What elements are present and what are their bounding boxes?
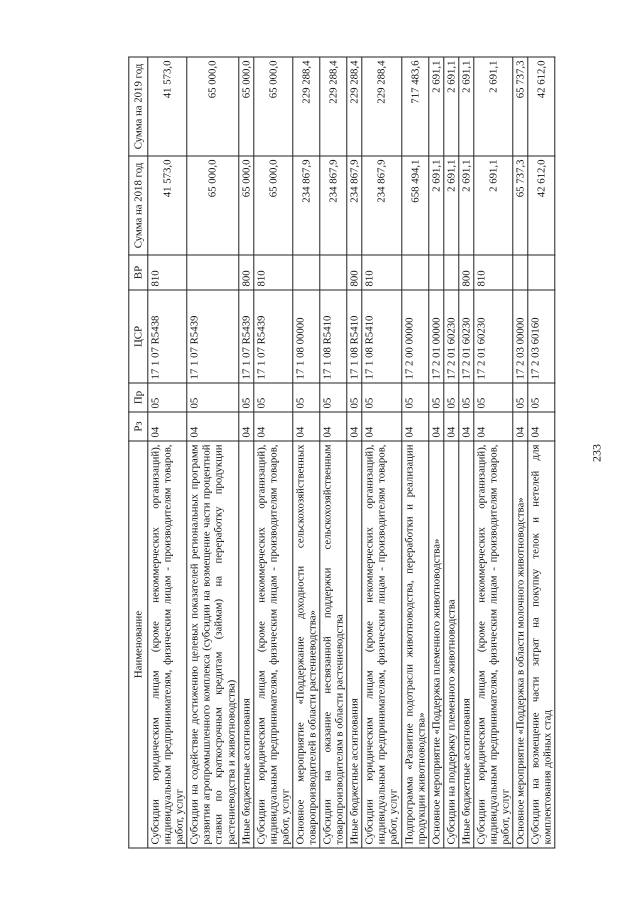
cell-pr: 05: [320, 383, 347, 412]
table-row: [528, 57, 555, 848]
table-row: [429, 57, 444, 848]
table-row: [253, 57, 292, 848]
cell-sum-2019: 42 612,0: [528, 57, 555, 156]
cell-pr: 05: [347, 383, 362, 412]
cell-sum-2019: 2 691,1: [444, 57, 459, 156]
cell-rz: 04: [347, 412, 362, 441]
cell-sum-2019: 2 691,1: [474, 57, 513, 156]
cell-name: Субсидии юридическим лицам (кроме некоммерческих организаций), индивидуальным предпринимателям, физическим лицам - производителям товаров, работ, услуг: [362, 441, 401, 848]
cell-vr: 800: [347, 255, 362, 290]
page-number: 233: [589, 444, 604, 462]
cell-pr: 05: [148, 383, 187, 412]
cell-sum-2018: 234 867,9: [347, 156, 362, 255]
cell-sum-2018: 658 494,1: [401, 156, 428, 255]
cell-name: Субсидии юридическим лицам (кроме некоммерческих организаций), индивидуальным предпринимателям, физическим лицам - производителям товаров, работ, услуг: [474, 441, 513, 848]
cell-vr: [429, 255, 444, 290]
cell-pr: 05: [459, 383, 474, 412]
cell-vr: [320, 255, 347, 290]
header-vr: ВР: [129, 255, 148, 290]
cell-name: Субсидии на поддержку племенного животноводства: [444, 441, 459, 848]
cell-rz: 04: [459, 412, 474, 441]
table-row: [401, 57, 428, 848]
cell-sum-2019: 229 288,4: [362, 57, 401, 156]
cell-pr: 05: [513, 383, 528, 412]
cell-sum-2018: 234 867,9: [293, 156, 320, 255]
cell-pr: 05: [474, 383, 513, 412]
cell-csr: 17 2 03 60160: [528, 290, 555, 383]
cell-sum-2018: 2 691,1: [459, 156, 474, 255]
cell-rz: 04: [513, 412, 528, 441]
cell-pr: 05: [238, 383, 253, 412]
cell-pr: 05: [444, 383, 459, 412]
cell-sum-2018: 65 000,0: [187, 156, 238, 255]
cell-rz: 04: [293, 412, 320, 441]
cell-rz: 04: [253, 412, 292, 441]
cell-csr: 17 2 01 60230: [474, 290, 513, 383]
cell-pr: 05: [253, 383, 292, 412]
cell-csr: 17 2 01 60230: [444, 290, 459, 383]
table-header-row: [129, 57, 148, 848]
cell-name: Подпрограмма «Развитие подотрасли животноводства, переработки и реализации продукции животноводства»: [401, 441, 428, 848]
cell-sum-2019: 2 691,1: [429, 57, 444, 156]
table-row: [459, 57, 474, 848]
cell-name: Основное мероприятие «Поддержка племенного животноводства»: [429, 441, 444, 848]
header-sum-2019: Сумма на 2019 год: [129, 57, 148, 156]
cell-vr: [444, 255, 459, 290]
cell-csr: 17 1 08 00000: [293, 290, 320, 383]
header-csr: ЦСР: [129, 290, 148, 383]
cell-rz: 04: [401, 412, 428, 441]
cell-pr: 05: [187, 383, 238, 412]
cell-csr: 17 1 08 R5410: [320, 290, 347, 383]
cell-name: Субсидии на содействие достижению целевых показателей региональных программ развития агропромышленного комплекса (субсидии на возмещение части процентной ставки по краткосрочным кредитам (займам) на переработку продукции растениеводства и животноводства): [187, 441, 238, 848]
cell-rz: 04: [429, 412, 444, 441]
cell-vr: [293, 255, 320, 290]
cell-rz: 04: [187, 412, 238, 441]
cell-pr: 05: [401, 383, 428, 412]
table-row: [474, 57, 513, 848]
cell-name: Субсидии юридическим лицам (кроме некоммерческих организаций), индивидуальным предпринимателям, физическим лицам - производителям товаров, работ, услуг: [253, 441, 292, 848]
header-pr: Пр: [129, 383, 148, 412]
header-rz: Рз: [129, 412, 148, 441]
table-row: [320, 57, 347, 848]
cell-csr: 17 2 03 00000: [513, 290, 528, 383]
cell-csr: 17 1 08 R5410: [362, 290, 401, 383]
cell-sum-2018: 65 000,0: [238, 156, 253, 255]
cell-sum-2018: 234 867,9: [362, 156, 401, 255]
table-row: [187, 57, 238, 848]
budget-table-container: [128, 58, 555, 849]
cell-sum-2018: 42 612,0: [528, 156, 555, 255]
cell-vr: [513, 255, 528, 290]
cell-csr: 17 1 07 R5438: [148, 290, 187, 383]
cell-vr: 810: [474, 255, 513, 290]
table-row: [293, 57, 320, 848]
cell-pr: 05: [528, 383, 555, 412]
cell-sum-2019: 229 288,4: [320, 57, 347, 156]
cell-vr: [187, 255, 238, 290]
cell-name: Иные бюджетные ассигнования: [459, 441, 474, 848]
cell-sum-2019: 2 691,1: [459, 57, 474, 156]
cell-rz: 04: [362, 412, 401, 441]
cell-csr: 17 2 00 00000: [401, 290, 428, 383]
table-row: [238, 57, 253, 848]
cell-pr: 05: [429, 383, 444, 412]
cell-csr: 17 1 07 R5439: [253, 290, 292, 383]
cell-pr: 05: [293, 383, 320, 412]
cell-csr: 17 2 01 60230: [459, 290, 474, 383]
cell-sum-2018: 2 691,1: [474, 156, 513, 255]
cell-sum-2019: 717 483,6: [401, 57, 428, 156]
cell-name: Иные бюджетные ассигнования: [238, 441, 253, 848]
cell-rz: 04: [320, 412, 347, 441]
cell-sum-2019: 65 000,0: [187, 57, 238, 156]
cell-vr: 810: [148, 255, 187, 290]
cell-name: Субсидии юридическим лицам (кроме некоммерческих организаций), индивидуальным предпринимателям, физическим лицам - производителям товаров, работ, услуг: [148, 441, 187, 848]
cell-sum-2019: 65 000,0: [238, 57, 253, 156]
cell-vr: [528, 255, 555, 290]
cell-csr: 17 1 07 R5439: [187, 290, 238, 383]
cell-sum-2018: 65 737,3: [513, 156, 528, 255]
table-row: [347, 57, 362, 848]
table-row: [148, 57, 187, 848]
header-name: Наименование: [129, 441, 148, 848]
cell-sum-2019: 41 573,0: [148, 57, 187, 156]
cell-name: Субсидии на возмещение части затрат на покупку телок и нетелей для комплектования дойных стад: [528, 441, 555, 848]
cell-sum-2019: 65 000,0: [253, 57, 292, 156]
cell-name: Основное мероприятие «Поддержание доходности сельскохозяйственных товаропроизводителей в области растениеводства»: [293, 441, 320, 848]
cell-sum-2018: 41 573,0: [148, 156, 187, 255]
table-row: [362, 57, 401, 848]
table-row: [444, 57, 459, 848]
cell-sum-2019: 229 288,4: [347, 57, 362, 156]
cell-rz: 04: [444, 412, 459, 441]
cell-sum-2019: 65 737,3: [513, 57, 528, 156]
cell-sum-2018: 234 867,9: [320, 156, 347, 255]
cell-sum-2018: 65 000,0: [253, 156, 292, 255]
cell-rz: 04: [148, 412, 187, 441]
cell-rz: 04: [528, 412, 555, 441]
cell-rz: 04: [238, 412, 253, 441]
cell-csr: 17 2 01 00000: [429, 290, 444, 383]
budget-table: [128, 57, 555, 849]
cell-vr: 800: [459, 255, 474, 290]
cell-vr: [401, 255, 428, 290]
cell-vr: 810: [253, 255, 292, 290]
table-row: [513, 57, 528, 848]
cell-csr: 17 1 07 R5439: [238, 290, 253, 383]
cell-name: Основное мероприятие «Поддержка в области молочного животноводства»: [513, 441, 528, 848]
cell-vr: 810: [362, 255, 401, 290]
cell-sum-2019: 229 288,4: [293, 57, 320, 156]
cell-sum-2018: 2 691,1: [429, 156, 444, 255]
cell-csr: 17 1 08 R5410: [347, 290, 362, 383]
header-sum-2018: Сумма на 2018 год: [129, 156, 148, 255]
cell-vr: 800: [238, 255, 253, 290]
table-body: [148, 57, 555, 848]
cell-pr: 05: [362, 383, 401, 412]
cell-name: Иные бюджетные ассигнования: [347, 441, 362, 848]
cell-name: Субсидии на оказание несвязанной поддержки сельскохозяйственным товаропроизводителям в области растениеводства: [320, 441, 347, 848]
cell-sum-2018: 2 691,1: [444, 156, 459, 255]
cell-rz: 04: [474, 412, 513, 441]
